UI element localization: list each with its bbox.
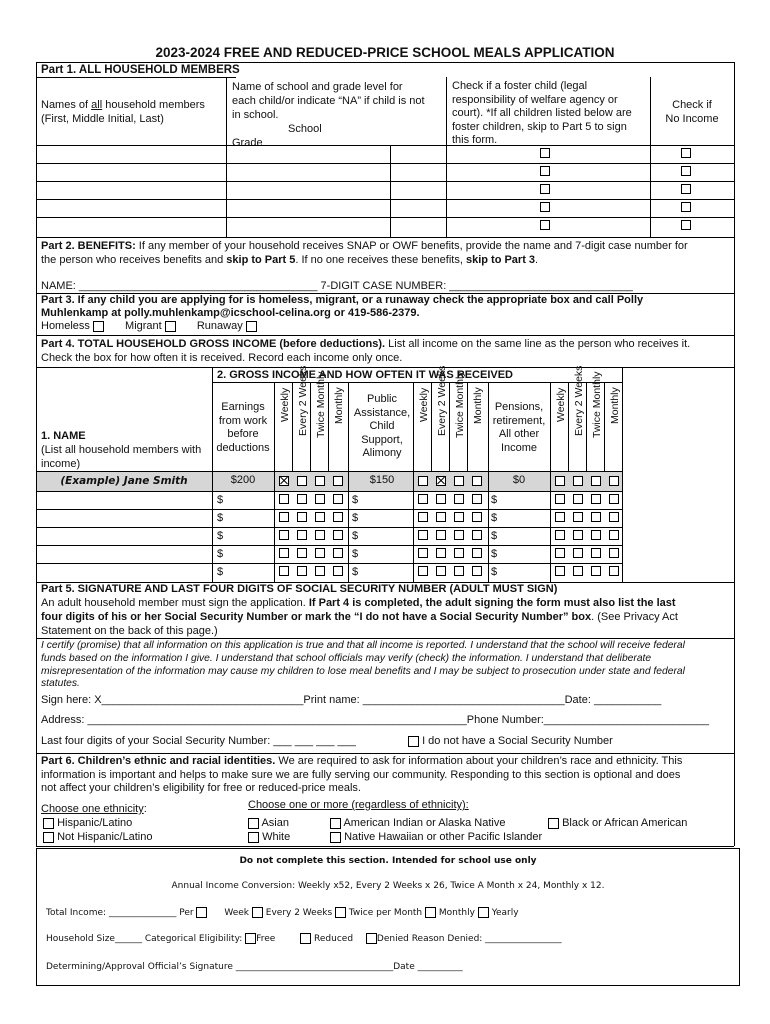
income-conversion: Annual Income Conversion: Weekly x52, Every 2 Weeks x 26, Twice A Month x 24, Monthly x 12. bbox=[171, 881, 605, 891]
part6-intro: Part 6. Children’s ethnic and racial identities. We are required to ask for information about your children’s race and ethnicity. This information is important and helps to make sure we are fully serving our community. Responding to this section is optional and does not affect your children’s eligibility for free or reduced-price meals. bbox=[41, 755, 683, 794]
public-dollar-3[interactable]: $ bbox=[352, 530, 359, 542]
part1-noincome-header: Check if No Income bbox=[665, 99, 719, 125]
freq-checkbox-weekly[interactable] bbox=[279, 512, 289, 522]
freq-checkbox-monthly[interactable] bbox=[333, 548, 343, 558]
freq-checkbox-every2[interactable] bbox=[573, 566, 583, 576]
signature-line[interactable]: Sign here: X_________________________________Print name: _________________________________Date: ___________ bbox=[41, 694, 662, 706]
freq-checkbox-twice[interactable] bbox=[591, 512, 601, 522]
freq-checkbox-monthly[interactable] bbox=[333, 494, 343, 504]
ssn-line[interactable]: Last four digits of your Social Security Number: ___ ___ ___ ___ bbox=[41, 735, 356, 747]
freq-checkbox-every2[interactable] bbox=[297, 476, 307, 486]
example-public: $150 bbox=[369, 474, 395, 486]
freq-checkbox-twice[interactable] bbox=[315, 494, 325, 504]
public-dollar-1[interactable]: $ bbox=[352, 494, 359, 506]
freq-checkbox-monthly[interactable] bbox=[472, 512, 482, 522]
freq-every2-3: Every 2 Weeks bbox=[573, 365, 585, 436]
freq-checkbox-weekly[interactable] bbox=[418, 512, 428, 522]
per-monthly-checkbox[interactable] bbox=[425, 907, 436, 918]
freq-twice-3: Twice Monthly bbox=[591, 371, 603, 438]
freq-checkbox-twice[interactable] bbox=[315, 476, 325, 486]
freq-checkbox-weekly[interactable] bbox=[279, 566, 289, 576]
freq-checkbox-twice[interactable] bbox=[454, 566, 464, 576]
race-heading: Choose one or more (regardless of ethnicity): bbox=[248, 799, 469, 811]
freq-checkbox-monthly[interactable] bbox=[472, 494, 482, 504]
example-name: (Example) Jane Smith bbox=[60, 475, 188, 487]
white-checkbox[interactable] bbox=[248, 832, 259, 843]
part3-checkboxes: Homeless Migrant Runaway bbox=[41, 320, 257, 332]
freq-checkbox-monthly[interactable] bbox=[609, 512, 619, 522]
american-indian-checkbox[interactable] bbox=[330, 818, 341, 829]
freq-weekly-3: Weekly bbox=[555, 387, 567, 422]
freq-checkbox-every2[interactable] bbox=[436, 476, 446, 486]
denied-checkbox[interactable] bbox=[366, 933, 377, 944]
part2-name-case-line[interactable]: NAME: _______________________________________ 7-DIGIT CASE NUMBER: ______________________________ bbox=[41, 280, 633, 292]
freq-twice-2: Twice Monthly bbox=[454, 371, 466, 438]
freq-checkbox-weekly[interactable] bbox=[555, 530, 565, 540]
part1-foster-header: Check if a foster child (legal responsibility of welfare agency or court). *If all children listed below are foster children, skip to Part 5 to sign this form. bbox=[452, 80, 632, 146]
per-twice-checkbox[interactable] bbox=[335, 907, 346, 918]
earn-dollar-1[interactable]: $ bbox=[217, 494, 224, 506]
freq-checkbox-weekly[interactable] bbox=[555, 512, 565, 522]
freq-checkbox-every2[interactable] bbox=[436, 566, 446, 576]
freq-checkbox-weekly[interactable] bbox=[279, 530, 289, 540]
freq-checkbox-monthly[interactable] bbox=[333, 566, 343, 576]
freq-checkbox-twice[interactable] bbox=[315, 548, 325, 558]
freq-monthly-3: Monthly bbox=[609, 387, 621, 424]
example-earnings: $200 bbox=[230, 474, 256, 486]
freq-checkbox-weekly[interactable] bbox=[418, 530, 428, 540]
no-ssn-option: I do not have a Social Security Number bbox=[408, 735, 613, 747]
freq-checkbox-monthly[interactable] bbox=[472, 530, 482, 540]
public-assistance-header: Public Assistance, Child Support, Alimony bbox=[353, 393, 411, 459]
form-title: 2023-2024 FREE AND REDUCED-PRICE SCHOOL MEALS APPLICATION bbox=[155, 45, 615, 60]
part1-school-header: Name of school and grade level for each child/or indicate “NA” if child is not in school. School Grade bbox=[232, 81, 425, 149]
part5-heading: Part 5. SIGNATURE AND LAST FOUR DIGITS OF SOCIAL SECURITY NUMBER (ADULT MUST SIGN) bbox=[41, 583, 558, 595]
freq-checkbox-every2[interactable] bbox=[573, 476, 583, 486]
not-hispanic-option: Not Hispanic/Latino bbox=[43, 831, 152, 843]
freq-checkbox-monthly[interactable] bbox=[609, 476, 619, 486]
freq-checkbox-twice[interactable] bbox=[454, 512, 464, 522]
household-size-row: Household Size______ Categorical Eligibility: Free Reduced Denied Reason Denied: _________________ bbox=[46, 934, 562, 944]
freq-checkbox-twice[interactable] bbox=[454, 548, 464, 558]
freq-checkbox-weekly[interactable] bbox=[555, 494, 565, 504]
freq-checkbox-monthly[interactable] bbox=[472, 566, 482, 576]
freq-checkbox-weekly[interactable] bbox=[279, 494, 289, 504]
official-signature-line[interactable]: Determining/Approval Official’s Signature ___________________________________Date __________ bbox=[46, 962, 463, 972]
freq-checkbox-monthly[interactable] bbox=[609, 530, 619, 540]
freq-checkbox-twice[interactable] bbox=[591, 530, 601, 540]
no-income-checkbox-1[interactable] bbox=[681, 148, 691, 158]
office-heading: Do not complete this section. Intended for school use only bbox=[239, 856, 537, 866]
address-line[interactable]: Address: ______________________________________________________________Phone Number:___________________________ bbox=[41, 714, 709, 726]
earnings-header: Earnings from work before deductions bbox=[216, 401, 270, 454]
foster-checkbox-5[interactable] bbox=[540, 220, 550, 230]
freq-checkbox-weekly[interactable] bbox=[418, 476, 428, 486]
freq-checkbox-weekly[interactable] bbox=[418, 494, 428, 504]
foster-checkbox-1[interactable] bbox=[540, 148, 550, 158]
freq-every2-1: Every 2 Weeks bbox=[297, 365, 309, 436]
freq-checkbox-twice[interactable] bbox=[591, 548, 601, 558]
freq-checkbox-monthly[interactable] bbox=[609, 494, 619, 504]
freq-checkbox-twice[interactable] bbox=[315, 530, 325, 540]
no-income-checkbox-3[interactable] bbox=[681, 184, 691, 194]
freq-checkbox-monthly[interactable] bbox=[472, 548, 482, 558]
no-income-checkbox-4[interactable] bbox=[681, 202, 691, 212]
freq-checkbox-every2[interactable] bbox=[436, 512, 446, 522]
per-every2-checkbox[interactable] bbox=[252, 907, 263, 918]
certify-statement: I certify (promise) that all information on this application is true and that all income is reported. I understand that the school will receive federal funds based on the information I give. I understand that school officials may verify (check) the information. I understand that deliberate misrepresentation of the information may cause my children to lose meal benefits and I may be subject to prosecution under state and federal statutes. bbox=[41, 640, 685, 690]
per-yearly-checkbox[interactable] bbox=[478, 907, 489, 918]
pensions-header: Pensions, retirement, All other Income bbox=[492, 401, 546, 454]
white-option: White bbox=[248, 831, 290, 843]
earn-dollar-2[interactable]: $ bbox=[217, 512, 224, 524]
public-dollar-2[interactable]: $ bbox=[352, 512, 359, 524]
free-checkbox[interactable] bbox=[245, 933, 256, 944]
public-dollar-4[interactable]: $ bbox=[352, 548, 359, 560]
part3-text: Part 3. If any child you are applying for is homeless, migrant, or a runaway check the appropriate box and call Polly Muhlenkamp at polly.muhlenkamp@icschool-celina.org or 419-586-2379. bbox=[41, 294, 644, 319]
freq-checkbox-twice[interactable] bbox=[591, 476, 601, 486]
freq-checkbox-twice[interactable] bbox=[454, 476, 464, 486]
reduced-checkbox[interactable] bbox=[300, 933, 311, 944]
asian-checkbox[interactable] bbox=[248, 818, 259, 829]
freq-checkbox-monthly[interactable] bbox=[333, 476, 343, 486]
freq-checkbox-every2[interactable] bbox=[297, 566, 307, 576]
foster-checkbox-2[interactable] bbox=[540, 166, 550, 176]
freq-checkbox-twice[interactable] bbox=[315, 566, 325, 576]
asian-option: Asian bbox=[248, 817, 289, 829]
example-pension: $0 bbox=[512, 474, 526, 486]
freq-checkbox-twice[interactable] bbox=[454, 530, 464, 540]
earn-dollar-5[interactable]: $ bbox=[217, 566, 224, 578]
total-income-row: Total Income: _______________ Per Week Every 2 Weeks Twice per Month Monthly Yearly bbox=[46, 908, 519, 918]
no-income-checkbox-5[interactable] bbox=[681, 220, 691, 230]
freq-weekly-1: Weekly bbox=[279, 387, 291, 422]
earn-dollar-3[interactable]: $ bbox=[217, 530, 224, 542]
hispanic-option: Hispanic/Latino bbox=[43, 817, 132, 829]
black-checkbox[interactable] bbox=[548, 818, 559, 829]
freq-checkbox-weekly[interactable] bbox=[555, 476, 565, 486]
freq-monthly-1: Monthly bbox=[333, 387, 345, 424]
no-income-checkbox-2[interactable] bbox=[681, 166, 691, 176]
freq-checkbox-every2[interactable] bbox=[297, 548, 307, 558]
freq-checkbox-weekly[interactable] bbox=[418, 566, 428, 576]
foster-checkbox-3[interactable] bbox=[540, 184, 550, 194]
freq-checkbox-every2[interactable] bbox=[436, 530, 446, 540]
black-option: Black or African American bbox=[548, 817, 687, 829]
freq-checkbox-every2[interactable] bbox=[573, 548, 583, 558]
part1-heading: Part 1. ALL HOUSEHOLD MEMBERS bbox=[41, 64, 240, 76]
homeless-checkbox[interactable] bbox=[93, 321, 104, 332]
foster-checkbox-4[interactable] bbox=[540, 202, 550, 212]
freq-checkbox-every2[interactable] bbox=[297, 494, 307, 504]
freq-weekly-2: Weekly bbox=[418, 387, 430, 422]
part5-instructions: An adult household member must sign the application. If Part 4 is completed, the adult signing the form must also list the last four digits of his or her Social Security Number or mark the “I do not have a Social Security Number” box. (See Privacy Act Statement on the back of this page.) bbox=[41, 597, 678, 637]
hawaiian-checkbox[interactable] bbox=[330, 832, 341, 843]
pension-dollar-3[interactable]: $ bbox=[491, 530, 498, 542]
pension-dollar-5[interactable]: $ bbox=[491, 566, 498, 578]
freq-checkbox-every2[interactable] bbox=[436, 548, 446, 558]
freq-checkbox-weekly[interactable] bbox=[555, 566, 565, 576]
freq-every2-2: Every 2 Weeks bbox=[436, 365, 448, 436]
freq-checkbox-monthly[interactable] bbox=[609, 548, 619, 558]
freq-checkbox-every2[interactable] bbox=[297, 512, 307, 522]
freq-checkbox-weekly[interactable] bbox=[555, 548, 565, 558]
freq-checkbox-monthly[interactable] bbox=[333, 512, 343, 522]
freq-checkbox-every2[interactable] bbox=[573, 530, 583, 540]
migrant-checkbox[interactable] bbox=[165, 321, 176, 332]
freq-checkbox-weekly[interactable] bbox=[279, 548, 289, 558]
freq-checkbox-twice[interactable] bbox=[454, 494, 464, 504]
freq-checkbox-twice[interactable] bbox=[315, 512, 325, 522]
not-hispanic-checkbox[interactable] bbox=[43, 832, 54, 843]
freq-monthly-2: Monthly bbox=[472, 387, 484, 424]
gross-income-heading: 2. GROSS INCOME AND HOW OFTEN IT WAS RECEIVED bbox=[217, 369, 514, 381]
freq-checkbox-monthly[interactable] bbox=[472, 476, 482, 486]
per-week-checkbox[interactable] bbox=[196, 907, 207, 918]
freq-twice-1: Twice Monthly bbox=[315, 371, 327, 438]
earn-dollar-4[interactable]: $ bbox=[217, 548, 224, 560]
part4-intro: Part 4. TOTAL HOUSEHOLD GROSS INCOME (before deductions). List all income on the same line as the person who receives it. Check the box for how often it is received. Record each income only once. bbox=[41, 338, 691, 364]
public-dollar-5[interactable]: $ bbox=[352, 566, 359, 578]
freq-checkbox-every2[interactable] bbox=[573, 512, 583, 522]
american-indian-option: American Indian or Alaska Native bbox=[330, 817, 505, 829]
part2-benefits: Part 2. BENEFITS: If any member of your household receives SNAP or OWF benefits, provide the name and 7-digit case number for the person who receives benefits and skip to Part 5. If no one receives these benefits, skip to Part 3. bbox=[41, 240, 688, 266]
freq-checkbox-weekly[interactable] bbox=[418, 548, 428, 558]
freq-checkbox-monthly[interactable] bbox=[333, 530, 343, 540]
freq-checkbox-monthly[interactable] bbox=[609, 566, 619, 576]
freq-checkbox-every2[interactable] bbox=[573, 494, 583, 504]
freq-checkbox-twice[interactable] bbox=[591, 494, 601, 504]
hawaiian-option: Native Hawaiian or other Pacific Islander bbox=[330, 831, 542, 843]
freq-checkbox-every2[interactable] bbox=[297, 530, 307, 540]
part1-names-header: Names of all household members (First, Middle Initial, Last) bbox=[41, 99, 205, 125]
hispanic-checkbox[interactable] bbox=[43, 818, 54, 829]
freq-checkbox-weekly[interactable] bbox=[279, 476, 289, 486]
income-name-header: 1. NAME (List all household members with income) bbox=[41, 430, 202, 470]
pension-dollar-4[interactable]: $ bbox=[491, 548, 498, 560]
freq-checkbox-twice[interactable] bbox=[591, 566, 601, 576]
ethnicity-heading: Choose one ethnicity: bbox=[41, 803, 147, 815]
pension-dollar-2[interactable]: $ bbox=[491, 512, 498, 524]
no-ssn-checkbox[interactable] bbox=[408, 736, 419, 747]
runaway-checkbox[interactable] bbox=[246, 321, 257, 332]
pension-dollar-1[interactable]: $ bbox=[491, 494, 498, 506]
freq-checkbox-every2[interactable] bbox=[436, 494, 446, 504]
